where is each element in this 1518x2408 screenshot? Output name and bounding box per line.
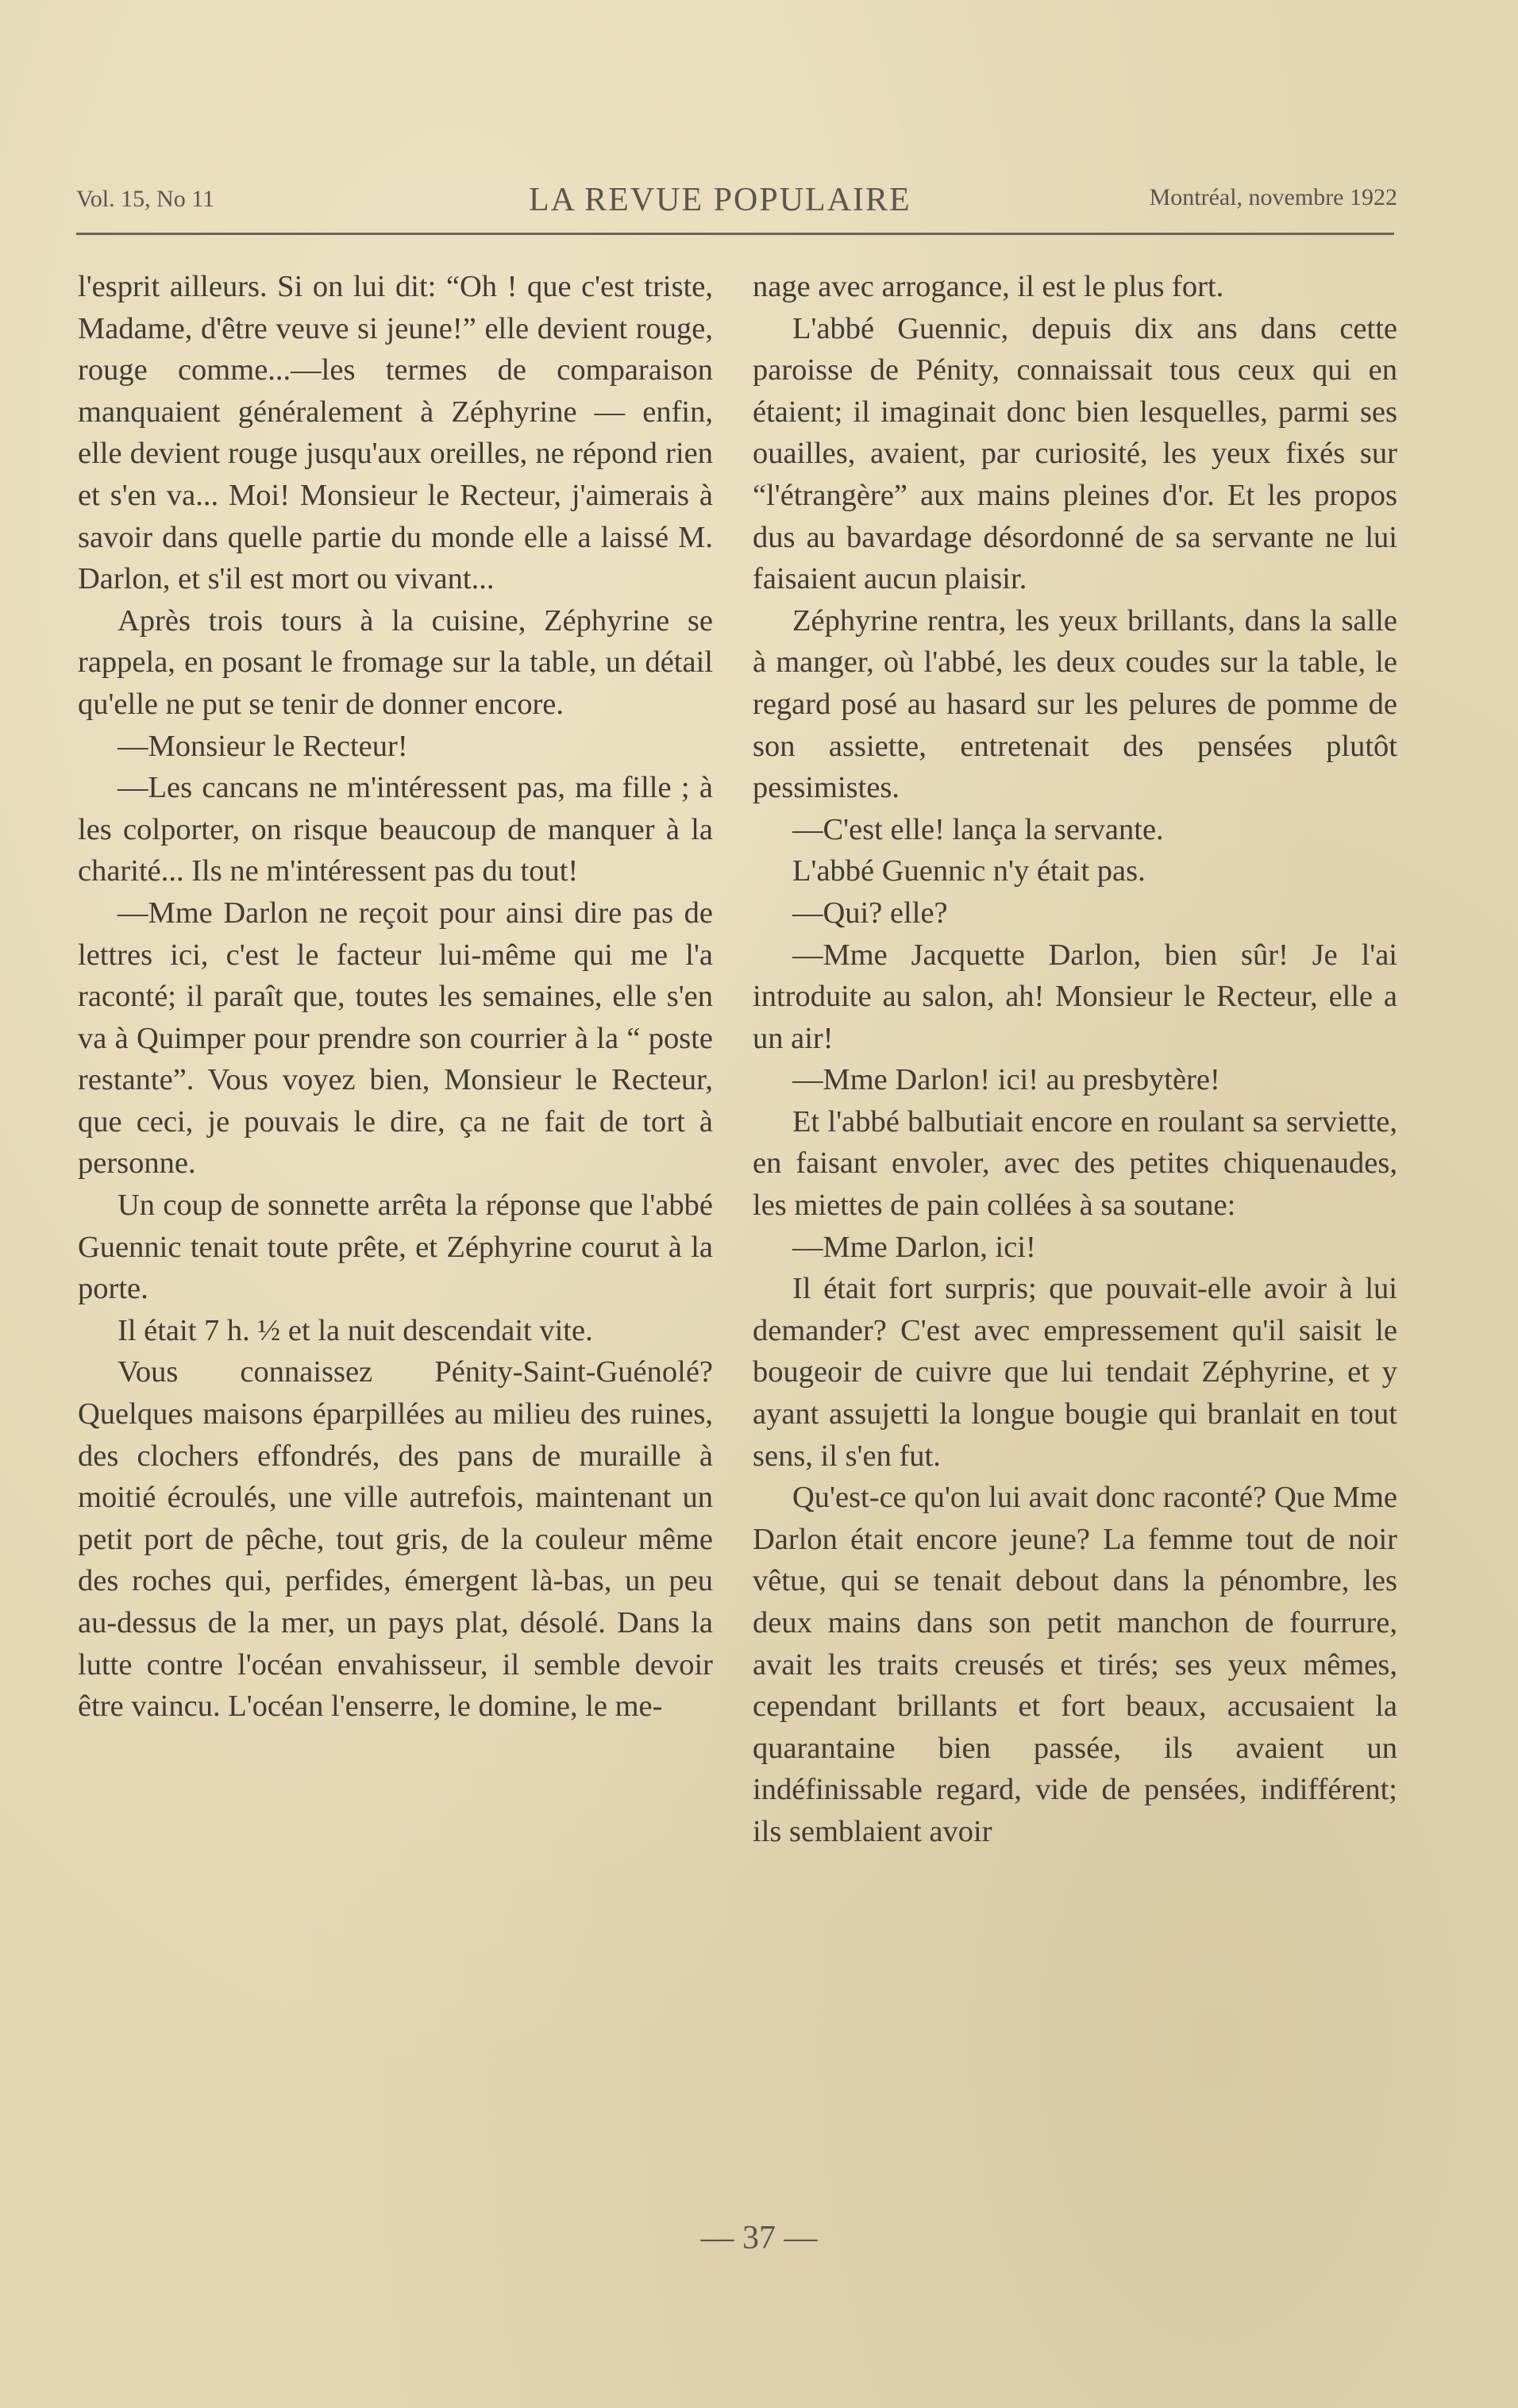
running-header	[76, 181, 1397, 229]
paragraph: L'abbé Guennic n'y était pas.	[792, 854, 1146, 888]
paragraph: Et l'abbé balbutiait encore en roulant sa serviette, en faisant envoler, avec des petites chiquenaudes, les miettes de pain collées à sa soutane:	[753, 1104, 1397, 1223]
paragraph: Zéphyrine rentra, les yeux brillants, dans la salle à manger, où l'abbé, les deux coudes sur la table, le regard posé au hasard sur les pelures de pomme de son assiette, entretenait des pensées plutôt pessimistes.	[753, 603, 1397, 805]
left-column	[78, 266, 713, 1728]
paragraph: Il était 7 h. ½ et la nuit descendait vite.	[118, 1313, 593, 1347]
paragraph: —Les cancans ne m'intéressent pas, ma fille ; à les colporter, on risque beaucoup de manquer à la charité... Ils ne m'intéressent pas du tout!	[78, 771, 713, 888]
header-rule	[76, 233, 1394, 235]
paragraph: Un coup de sonnette arrêta la réponse que l'abbé Guennic tenait toute prête, et Zéphyrine courut à la porte.	[78, 1189, 713, 1306]
paragraph: —Mme Jacquette Darlon, bien sûr! Je l'ai introduite au salon, ah! Monsieur le Recteur, elle a un air!	[753, 938, 1397, 1055]
paragraph: nage avec arrogance, il est le plus fort.	[753, 270, 1224, 303]
paragraph: —Mme Darlon! ici! au presbytère!	[792, 1063, 1220, 1097]
paragraph: —Mme Darlon ne reçoit pour ainsi dire pas de lettres ici, c'est le facteur lui-même qui me l'a raconté; il paraît que, toutes les semaines, elle s'en va à Quimper pour prendre son courrier à la “ poste restante”. Vous voyez bien, Monsieur le Recteur, que ceci, je pouvais le dire, ça ne fait de tort à personne.	[78, 896, 713, 1181]
paragraph: Vous connaissez Pénity-Saint-Guénolé? Quelques maisons éparpillées au milieu des ruines, des clochers effondrés, des pans de muraille à moitié écroulés, une ville autrefois, maintenant un petit port de pêche, tout gris, de la couleur même des roches qui, perfides, émergent là-bas, un peu au-dessus de la mer, un pays plat, désolé. Dans la lutte contre l'océan envahisseur, il semble devoir être vaincu. L'océan l'enserre, le domine, le me-	[78, 1355, 713, 1724]
paragraph: L'abbé Guennic, depuis dix ans dans cette paroisse de Pénity, connaissait tous ceux qui en étaient; il imaginait donc bien lesquelles, parmi ses ouailles, avaient, par curiosité, les yeux fixés sur “l'étrangère” aux mains pleines d'or. Et les propos dus au bavardage désordonné de sa servante ne lui faisaient aucun plaisir.	[753, 311, 1397, 596]
paragraph: l'esprit ailleurs. Si on lui dit: “Oh ! que c'est triste, Madame, d'être veuve si jeune!” elle devient rouge, rouge comme...—les termes de comparaison manquaient généralement à Zéphyrine — enfin, elle devient rouge jusqu'aux oreilles, ne répond rien et s'en va... Moi! Monsieur le Recteur, j'aimerais à savoir dans quelle partie du monde elle a laissé M. Darlon, et s'il est mort ou vivant...	[78, 270, 713, 596]
publication-title: LA REVUE POPULAIRE	[529, 182, 911, 218]
paragraph: —C'est elle! lança la servante.	[792, 812, 1164, 846]
volume-number: Vol. 15, No 11	[76, 186, 215, 212]
paragraph: —Mme Darlon, ici!	[792, 1230, 1036, 1264]
paragraph: Qu'est-ce qu'on lui avait donc raconté? Que Mme Darlon était encore jeune? La femme tout de noir vêtue, qui se tenait debout dans la pénombre, les deux mains dans son petit manchon de fourrure, avait les traits creusés et tirés; ses yeux mêmes, cependant brillants et fort beaux, accusaient la quarantaine bien passée, ils avaient un indéfinissable regard, vide de pensées, indifférent; ils semblaient avoir	[753, 1481, 1397, 1848]
paragraph: —Qui? elle?	[792, 896, 948, 930]
right-column	[753, 266, 1397, 1853]
paragraph: Il était fort surpris; que pouvait-elle avoir à lui demander? C'est avec empressement qu'il saisit le bougeoir de cuivre que lui tendait Zéphyrine, et y ayant assujetti la longue bougie qui branlait en tout sens, il s'en fut.	[753, 1272, 1397, 1473]
paragraph: Après trois tours à la cuisine, Zéphyrine se rappela, en posant le fromage sur la table, un détail qu'elle ne put se tenir de donner encore.	[78, 603, 713, 721]
page-number: — 37 —	[700, 2220, 818, 2256]
issue-date: Montréal, novembre 1922	[1149, 184, 1397, 210]
paragraph: —Monsieur le Recteur!	[118, 729, 408, 763]
